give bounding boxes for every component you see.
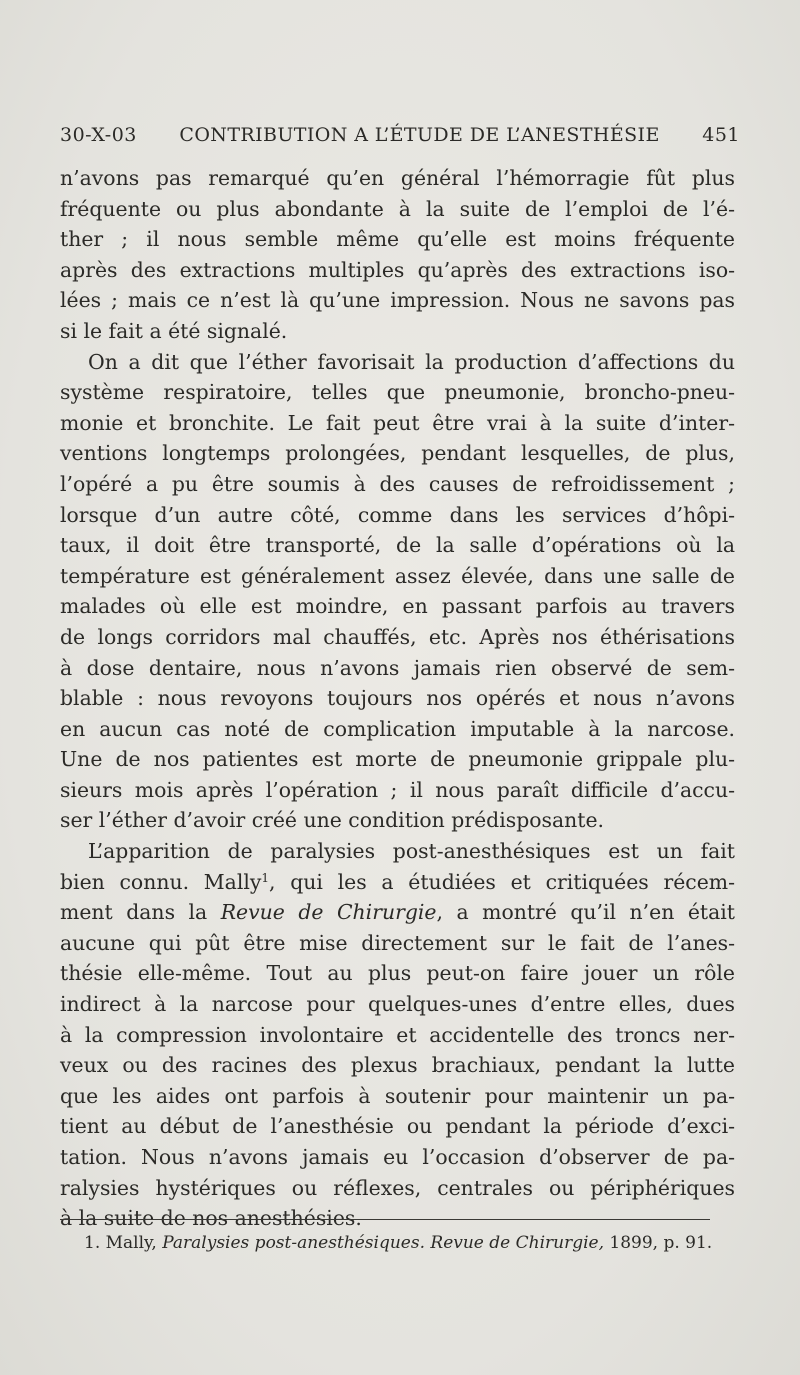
paragraph-1 [60,163,735,347]
text-line: ventions longtemps prolongées, pendant lesquelles, de plus, [60,441,735,466]
text-line: indirect à la narcose pour quelques-unes d’entre elles, dues [60,992,735,1017]
journal-title: Revue de Chirurgie [220,900,437,925]
text-line: ralysies hystériques ou réflexes, centrales ou périphériques [60,1175,735,1200]
text-line: malades où elle est moindre, en passant parfois au travers [60,594,735,619]
text-line: On a dit que l’éther favorisait la production d’affections du [88,349,735,374]
text-line: thésie elle-même. Tout au plus peut-on faire jouer un rôle [60,961,735,986]
text-fragment: ment dans la [60,900,208,925]
footnote-number: 1. [84,1233,101,1253]
footnote-ref[interactable]: 1 [261,870,270,885]
text-fragment: bien connu. Mally [60,869,262,894]
text-line: veux ou des racines des plexus brachiaux, pendant la lutte [60,1053,735,1078]
text-line: L’apparition de paralysies post-anesthésiques est un fait [88,839,735,864]
text-line: l’opéré a pu être soumis à des causes de refroidissement ; [60,471,735,496]
text-line: à la suite de nos anesthésies. [60,1206,362,1231]
text-fragment: , a montré qu’il n’en était [436,900,735,925]
text-line-with-ref [60,867,735,898]
text-fragment: , qui les a étudiées et critiquées récem- [269,869,735,894]
paragraph-2 [60,347,735,837]
text-line: à la compression involontaire et accidentelle des troncs ner- [60,1022,735,1047]
text-line: lorsque d’un autre côté, comme dans les services d’hôpi- [60,502,735,527]
text-line: à dose dentaire, nous n’avons jamais rien observé de sem- [60,655,735,680]
text-line: blable : nous revoyons toujours nos opérés et nous n’avons [60,686,735,711]
footnote-author: Mally, [105,1233,157,1253]
text-line: tient au début de l’anesthésie ou pendant la période d’exci- [60,1114,735,1139]
text-line: tation. Nous n’avons jamais eu l’occasion d’observer de pa- [60,1145,735,1169]
paragraph-3 [60,836,735,1234]
footnote [84,1232,724,1254]
text-line: après des extractions multiples qu’après des extractions iso- [60,257,735,282]
header-title: CONTRIBUTION A L’ÉTUDE DE L’ANESTHÉSIE [179,124,660,146]
text-line: en aucun cas noté de complication imputable à la narcose. [60,716,735,741]
page-number: 451 [702,124,740,146]
header-date: 30-X-03 [60,124,137,146]
text-line: Une de nos patientes est morte de pneumonie grippale plu- [60,747,735,772]
text-line: n’avons pas remarqué qu’en général l’hémorragie fût plus [60,166,735,190]
footnote-title: Paralysies post-anesthésiques. Revue de Chirurgie, [162,1233,604,1253]
footnote-divider [60,1219,710,1220]
text-line: sieurs mois après l’opération ; il nous paraît difficile d’accu- [60,777,735,802]
text-line: de longs corridors mal chauffés, etc. Après nos éthérisations [60,624,735,649]
text-line: ser l’éther d’avoir créé une condition prédisposante. [60,808,605,833]
text-line: lées ; mais ce n’est là qu’une impression. Nous ne savons pas [60,288,735,313]
text-line: si le fait a été signalé. [60,318,288,343]
footnote-details: 1899, p. 91. [609,1233,713,1253]
running-head [60,124,740,154]
text-line: fréquente ou plus abondante à la suite de l’emploi de l’é- [60,196,735,221]
text-line: monie et bronchite. Le fait peut être vrai à la suite d’inter- [60,410,735,435]
body-text [60,163,735,1234]
text-line: système respiratoire, telles que pneumonie, broncho-pneu- [60,380,735,405]
text-line: température est généralement assez élevée, dans une salle de [60,563,735,588]
text-line: ther ; il nous semble même qu’elle est moins fréquente [60,227,735,252]
text-line-with-title [60,897,735,928]
text-line: aucune qui pût être mise directement sur le fait de l’anes- [60,930,735,955]
text-line: que les aides ont parfois à soutenir pour maintenir un pa- [60,1083,735,1108]
text-line: taux, il doit être transporté, de la salle d’opérations où la [60,533,735,558]
